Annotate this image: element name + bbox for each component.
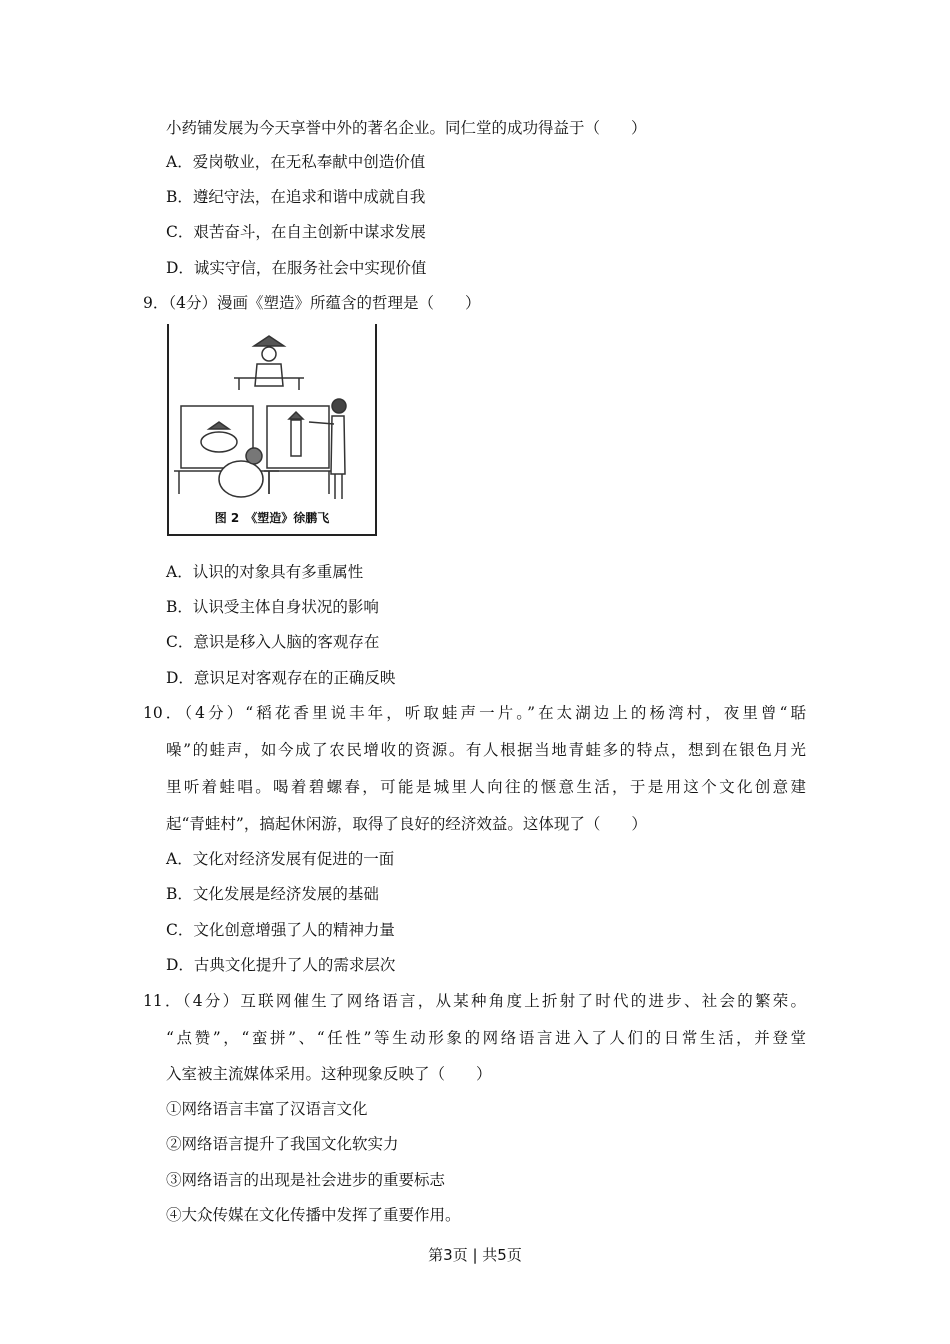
q10-stem-line: 里听着蛙唱。喝着碧螺春，可能是城里人向往的惬意生活，于是用这个文化创意建 [166, 778, 806, 796]
q10-stem-line: 起“青蛙村”，搞起休闲游，取得了良好的经济效益。这体现了（ ） [166, 815, 647, 833]
q11-item: ③网络语言的出现是社会进步的重要标志 [166, 1171, 446, 1189]
q11-stem-line: “点赞”，“蛮拼”、“任性”等生动形象的网络语言进入了人们的日常生活，并登堂 [166, 1029, 806, 1047]
page-footer: 第3页 | 共5页 [428, 1246, 522, 1264]
q10-option-a: A．文化对经济发展有促进的一面 [166, 850, 395, 868]
q9-stem: 9．（4分）漫画《塑造》所蕴含的哲理是（ ） [143, 294, 481, 312]
q8-option-d: D．诚实守信，在服务社会中实现价值 [166, 259, 427, 277]
q9-option-a: A．认识的对象具有多重属性 [166, 563, 364, 581]
q11-item: ①网络语言丰富了汉语言文化 [166, 1100, 368, 1118]
q8-stem: 小药铺发展为今天享誉中外的著名企业。同仁堂的成功得益于（ ） [166, 119, 647, 137]
q11-item: ④大众传媒在文化传播中发挥了重要作用。 [166, 1206, 461, 1224]
q9-option-b: B．认识受主体自身状况的影响 [166, 598, 379, 616]
q10-stem-line: 噪”的蛙声，如今成了农民增收的资源。有人根据当地青蛙多的特点，想到在银色月光 [166, 741, 806, 759]
q9-option-c: C．意识是移入人脑的客观存在 [166, 633, 380, 651]
q10-option-b: B．文化发展是经济发展的基础 [166, 885, 379, 903]
q8-option-c: C．艰苦奋斗，在自主创新中谋求发展 [166, 223, 426, 241]
figure-caption: 图 2 《塑造》徐鹏飞 [214, 511, 330, 525]
q11-stem-line: 11．（4分）互联网催生了网络语言，从某种角度上折射了时代的进步、社会的繁荣。 [143, 992, 806, 1010]
q11-item: ②网络语言提升了我国文化软实力 [166, 1135, 399, 1153]
q8-option-a: A．爱岗敬业，在无私奉献中创造价值 [166, 153, 426, 171]
q10-stem-line: 10．（4分）“稻花香里说丰年，听取蛙声一片。”在太湖边上的杨湾村，夜里曾“聒 [143, 704, 806, 722]
q8-option-b: B．遵纪守法，在追求和谐中成就自我 [166, 188, 426, 206]
q11-stem-line: 入室被主流媒体采用。这种现象反映了（ ） [166, 1065, 492, 1083]
q9-option-d: D．意识足对客观存在的正确反映 [166, 669, 396, 687]
q10-option-d: D．古典文化提升了人的需求层次 [166, 956, 396, 974]
cartoon-figure [167, 324, 377, 536]
q10-option-c: C．文化创意增强了人的精神力量 [166, 921, 395, 939]
